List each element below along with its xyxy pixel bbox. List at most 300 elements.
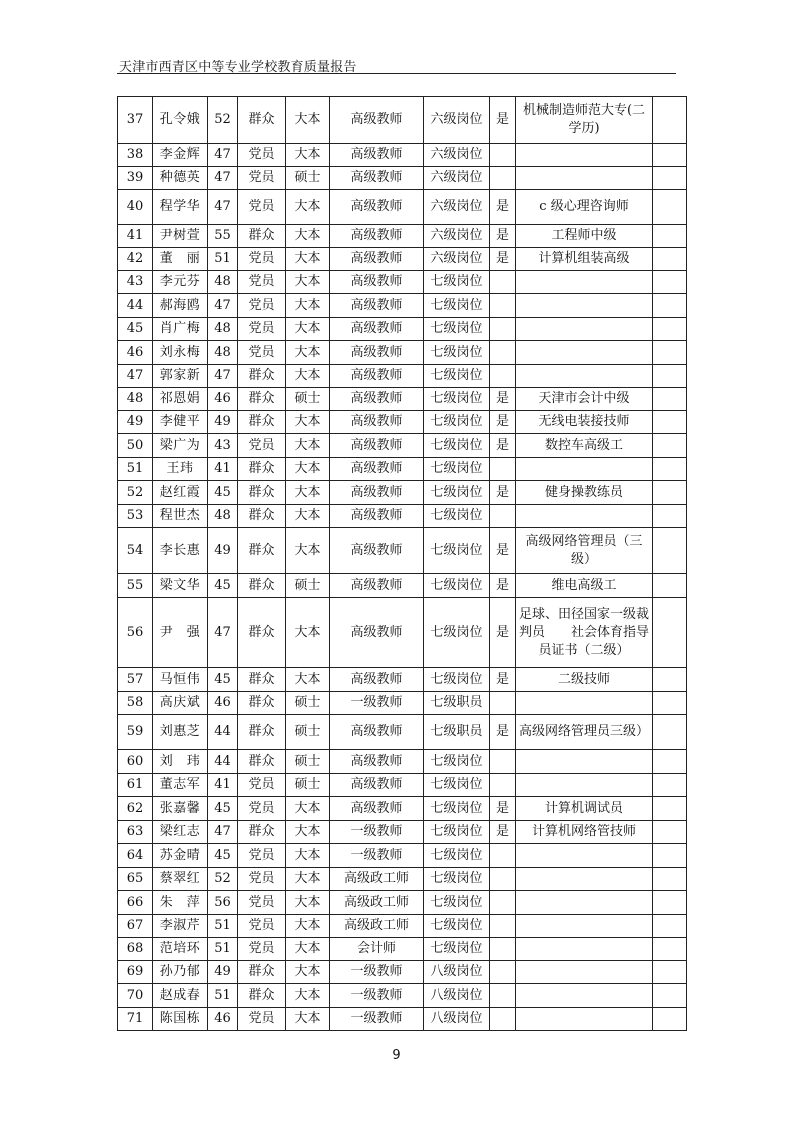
certificate-cell: [516, 750, 653, 774]
post-level-cell: 七级岗位: [424, 388, 490, 411]
empty-cell-cell: [653, 961, 687, 984]
has-certificate-cell: 是: [490, 598, 516, 668]
post-level-cell: 七级岗位: [424, 481, 490, 505]
staff-age-cell: 52: [208, 97, 238, 144]
table-row: [118, 984, 687, 1008]
post-level-cell: 七级岗位: [424, 750, 490, 774]
education-cell: 大本: [286, 598, 330, 668]
empty-cell-cell: [653, 692, 687, 715]
staff-age-cell: 45: [208, 574, 238, 598]
political-status-cell: 党员: [238, 167, 286, 190]
empty-cell-cell: [653, 528, 687, 574]
table-row: [118, 458, 687, 481]
row-number-cell: 48: [118, 388, 153, 411]
row-number-cell: 57: [118, 668, 153, 692]
post-level-cell: 七级岗位: [424, 574, 490, 598]
row-number-cell: 49: [118, 411, 153, 434]
table-row: [118, 388, 687, 411]
professional-title-cell: 高级政工师: [330, 868, 424, 891]
certificate-cell: [516, 167, 653, 190]
has-certificate-cell: 是: [490, 225, 516, 248]
staff-age-cell: 49: [208, 411, 238, 434]
certificate-cell: 高级网络管理员三级）: [516, 715, 653, 750]
post-level-cell: 七级岗位: [424, 797, 490, 821]
post-level-cell: 七级职员: [424, 692, 490, 715]
political-status-cell: 群众: [238, 750, 286, 774]
staff-name-cell: 程世杰: [153, 505, 208, 528]
professional-title-cell: 高级教师: [330, 365, 424, 388]
has-certificate-cell: 是: [490, 248, 516, 271]
table-row: [118, 961, 687, 984]
staff-name-cell: 尹 强: [153, 598, 208, 668]
row-number-cell: 59: [118, 715, 153, 750]
certificate-cell: 天津市会计中级: [516, 388, 653, 411]
empty-cell-cell: [653, 144, 687, 167]
table-row: [118, 821, 687, 844]
has-certificate-cell: 是: [490, 821, 516, 844]
table-row: [118, 318, 687, 341]
empty-cell-cell: [653, 434, 687, 458]
professional-title-cell: 高级教师: [330, 574, 424, 598]
has-certificate-cell: [490, 144, 516, 167]
post-level-cell: 六级岗位: [424, 190, 490, 225]
certificate-cell: [516, 1008, 653, 1031]
table-row: [118, 574, 687, 598]
certificate-cell: 足球、田径国家一级裁判员 社会体育指导员证书（二级）: [516, 598, 653, 668]
post-level-cell: 七级岗位: [424, 294, 490, 318]
staff-name-cell: 蔡翠红: [153, 868, 208, 891]
political-status-cell: 群众: [238, 458, 286, 481]
has-certificate-cell: [490, 750, 516, 774]
has-certificate-cell: [490, 318, 516, 341]
education-cell: 大本: [286, 318, 330, 341]
political-status-cell: 党员: [238, 434, 286, 458]
certificate-cell: c 级心理咨询师: [516, 190, 653, 225]
row-number-cell: 65: [118, 868, 153, 891]
professional-title-cell: 高级教师: [330, 458, 424, 481]
certificate-cell: 计算机网络管技师: [516, 821, 653, 844]
certificate-cell: [516, 891, 653, 915]
professional-title-cell: 高级教师: [330, 750, 424, 774]
table-row: [118, 505, 687, 528]
has-certificate-cell: 是: [490, 434, 516, 458]
staff-name-cell: 张嘉馨: [153, 797, 208, 821]
staff-age-cell: 47: [208, 821, 238, 844]
post-level-cell: 六级岗位: [424, 225, 490, 248]
certificate-cell: [516, 774, 653, 797]
staff-name-cell: 王玮: [153, 458, 208, 481]
table-row: [118, 797, 687, 821]
professional-title-cell: 高级教师: [330, 341, 424, 365]
has-certificate-cell: [490, 365, 516, 388]
staff-age-cell: 44: [208, 750, 238, 774]
political-status-cell: 党员: [238, 341, 286, 365]
table-row: [118, 248, 687, 271]
staff-age-cell: 46: [208, 692, 238, 715]
political-status-cell: 群众: [238, 505, 286, 528]
education-cell: 大本: [286, 505, 330, 528]
post-level-cell: 八级岗位: [424, 961, 490, 984]
staff-name-cell: 马恒伟: [153, 668, 208, 692]
row-number-cell: 61: [118, 774, 153, 797]
political-status-cell: 群众: [238, 692, 286, 715]
table-row: [118, 434, 687, 458]
staff-name-cell: 郭家新: [153, 365, 208, 388]
has-certificate-cell: [490, 692, 516, 715]
political-status-cell: 党员: [238, 797, 286, 821]
header-divider: [117, 73, 676, 74]
empty-cell-cell: [653, 1008, 687, 1031]
post-level-cell: 七级岗位: [424, 434, 490, 458]
education-cell: 大本: [286, 528, 330, 574]
political-status-cell: 群众: [238, 481, 286, 505]
has-certificate-cell: [490, 868, 516, 891]
staff-name-cell: 范培环: [153, 938, 208, 961]
row-number-cell: 46: [118, 341, 153, 365]
has-certificate-cell: [490, 961, 516, 984]
empty-cell-cell: [653, 365, 687, 388]
professional-title-cell: 一级教师: [330, 692, 424, 715]
education-cell: 大本: [286, 821, 330, 844]
political-status-cell: 群众: [238, 574, 286, 598]
political-status-cell: 党员: [238, 318, 286, 341]
empty-cell-cell: [653, 844, 687, 868]
empty-cell-cell: [653, 411, 687, 434]
report-header-title: 天津市西青区中等专业学校教育质量报告: [119, 60, 357, 75]
post-level-cell: 六级岗位: [424, 167, 490, 190]
staff-table-body: [118, 97, 687, 1031]
political-status-cell: 党员: [238, 190, 286, 225]
education-cell: 大本: [286, 868, 330, 891]
education-cell: 大本: [286, 97, 330, 144]
empty-cell-cell: [653, 891, 687, 915]
staff-age-cell: 51: [208, 984, 238, 1008]
staff-name-cell: 刘永梅: [153, 341, 208, 365]
education-cell: 硕士: [286, 774, 330, 797]
row-number-cell: 45: [118, 318, 153, 341]
professional-title-cell: 高级教师: [330, 505, 424, 528]
empty-cell-cell: [653, 225, 687, 248]
political-status-cell: 党员: [238, 891, 286, 915]
staff-name-cell: 朱 萍: [153, 891, 208, 915]
professional-title-cell: 一级教师: [330, 821, 424, 844]
table-row: [118, 528, 687, 574]
post-level-cell: 七级岗位: [424, 318, 490, 341]
table-row: [118, 411, 687, 434]
education-cell: 大本: [286, 797, 330, 821]
empty-cell-cell: [653, 938, 687, 961]
professional-title-cell: 高级教师: [330, 411, 424, 434]
political-status-cell: 群众: [238, 225, 286, 248]
row-number-cell: 54: [118, 528, 153, 574]
empty-cell-cell: [653, 797, 687, 821]
staff-age-cell: 46: [208, 388, 238, 411]
row-number-cell: 58: [118, 692, 153, 715]
certificate-cell: [516, 271, 653, 294]
certificate-cell: 健身操教练员: [516, 481, 653, 505]
education-cell: 大本: [286, 668, 330, 692]
post-level-cell: 七级岗位: [424, 365, 490, 388]
staff-age-cell: 52: [208, 868, 238, 891]
table-row: [118, 750, 687, 774]
staff-name-cell: 苏金晴: [153, 844, 208, 868]
has-certificate-cell: [490, 915, 516, 938]
political-status-cell: 群众: [238, 388, 286, 411]
row-number-cell: 56: [118, 598, 153, 668]
professional-title-cell: 一级教师: [330, 1008, 424, 1031]
education-cell: 大本: [286, 844, 330, 868]
row-number-cell: 42: [118, 248, 153, 271]
political-status-cell: 党员: [238, 294, 286, 318]
professional-title-cell: 高级教师: [330, 388, 424, 411]
political-status-cell: 党员: [238, 144, 286, 167]
staff-age-cell: 55: [208, 225, 238, 248]
staff-age-cell: 41: [208, 458, 238, 481]
has-certificate-cell: 是: [490, 388, 516, 411]
post-level-cell: 七级岗位: [424, 528, 490, 574]
empty-cell-cell: [653, 868, 687, 891]
professional-title-cell: 高级教师: [330, 318, 424, 341]
has-certificate-cell: 是: [490, 574, 516, 598]
education-cell: 大本: [286, 961, 330, 984]
staff-name-cell: 孙乃郁: [153, 961, 208, 984]
post-level-cell: 八级岗位: [424, 984, 490, 1008]
education-cell: 大本: [286, 915, 330, 938]
post-level-cell: 七级岗位: [424, 598, 490, 668]
political-status-cell: 群众: [238, 821, 286, 844]
has-certificate-cell: 是: [490, 797, 516, 821]
professional-title-cell: 高级教师: [330, 434, 424, 458]
political-status-cell: 群众: [238, 97, 286, 144]
staff-name-cell: 李金辉: [153, 144, 208, 167]
staff-age-cell: 47: [208, 144, 238, 167]
empty-cell-cell: [653, 915, 687, 938]
staff-age-cell: 48: [208, 341, 238, 365]
certificate-cell: [516, 961, 653, 984]
staff-age-cell: 43: [208, 434, 238, 458]
empty-cell-cell: [653, 294, 687, 318]
row-number-cell: 63: [118, 821, 153, 844]
empty-cell-cell: [653, 821, 687, 844]
has-certificate-cell: [490, 891, 516, 915]
staff-age-cell: 51: [208, 938, 238, 961]
row-number-cell: 66: [118, 891, 153, 915]
certificate-cell: [516, 294, 653, 318]
professional-title-cell: 一级教师: [330, 961, 424, 984]
row-number-cell: 40: [118, 190, 153, 225]
row-number-cell: 39: [118, 167, 153, 190]
education-cell: 硕士: [286, 388, 330, 411]
has-certificate-cell: [490, 984, 516, 1008]
certificate-cell: 工程师中级: [516, 225, 653, 248]
political-status-cell: 群众: [238, 715, 286, 750]
table-row: [118, 915, 687, 938]
staff-name-cell: 赵成春: [153, 984, 208, 1008]
has-certificate-cell: [490, 167, 516, 190]
education-cell: 硕士: [286, 750, 330, 774]
professional-title-cell: 高级教师: [330, 598, 424, 668]
education-cell: 大本: [286, 458, 330, 481]
post-level-cell: 七级岗位: [424, 774, 490, 797]
post-level-cell: 七级岗位: [424, 938, 490, 961]
has-certificate-cell: 是: [490, 668, 516, 692]
certificate-cell: 高级网络管理员（三级）: [516, 528, 653, 574]
row-number-cell: 38: [118, 144, 153, 167]
certificate-cell: [516, 144, 653, 167]
staff-name-cell: 董志军: [153, 774, 208, 797]
professional-title-cell: 高级教师: [330, 97, 424, 144]
staff-age-cell: 45: [208, 481, 238, 505]
staff-name-cell: 李长惠: [153, 528, 208, 574]
staff-age-cell: 47: [208, 365, 238, 388]
row-number-cell: 60: [118, 750, 153, 774]
certificate-cell: [516, 692, 653, 715]
political-status-cell: 党员: [238, 248, 286, 271]
has-certificate-cell: [490, 294, 516, 318]
empty-cell-cell: [653, 574, 687, 598]
certificate-cell: [516, 505, 653, 528]
row-number-cell: 71: [118, 1008, 153, 1031]
staff-name-cell: 程学华: [153, 190, 208, 225]
political-status-cell: 群众: [238, 528, 286, 574]
row-number-cell: 50: [118, 434, 153, 458]
table-row: [118, 97, 687, 144]
education-cell: 大本: [286, 294, 330, 318]
staff-name-cell: 尹树萱: [153, 225, 208, 248]
row-number-cell: 70: [118, 984, 153, 1008]
table-row: [118, 341, 687, 365]
post-level-cell: 八级岗位: [424, 1008, 490, 1031]
professional-title-cell: 高级教师: [330, 190, 424, 225]
staff-age-cell: 47: [208, 598, 238, 668]
table-row: [118, 844, 687, 868]
staff-age-cell: 48: [208, 271, 238, 294]
professional-title-cell: 高级政工师: [330, 891, 424, 915]
staff-age-cell: 48: [208, 318, 238, 341]
political-status-cell: 群众: [238, 668, 286, 692]
political-status-cell: 群众: [238, 984, 286, 1008]
staff-name-cell: 孔令娥: [153, 97, 208, 144]
empty-cell-cell: [653, 271, 687, 294]
certificate-cell: [516, 341, 653, 365]
certificate-cell: [516, 318, 653, 341]
professional-title-cell: 会计师: [330, 938, 424, 961]
staff-name-cell: 梁红志: [153, 821, 208, 844]
education-cell: 硕士: [286, 167, 330, 190]
professional-title-cell: 高级教师: [330, 248, 424, 271]
professional-title-cell: 高级教师: [330, 797, 424, 821]
education-cell: 大本: [286, 144, 330, 167]
row-number-cell: 41: [118, 225, 153, 248]
staff-age-cell: 46: [208, 1008, 238, 1031]
professional-title-cell: 高级教师: [330, 668, 424, 692]
education-cell: 大本: [286, 434, 330, 458]
empty-cell-cell: [653, 598, 687, 668]
table-row: [118, 938, 687, 961]
education-cell: 硕士: [286, 715, 330, 750]
staff-name-cell: 陈国栋: [153, 1008, 208, 1031]
staff-table: [117, 96, 687, 1031]
post-level-cell: 七级岗位: [424, 271, 490, 294]
professional-title-cell: 高级教师: [330, 528, 424, 574]
education-cell: 大本: [286, 271, 330, 294]
staff-age-cell: 48: [208, 505, 238, 528]
political-status-cell: 党员: [238, 844, 286, 868]
has-certificate-cell: [490, 938, 516, 961]
staff-age-cell: 47: [208, 167, 238, 190]
political-status-cell: 党员: [238, 868, 286, 891]
row-number-cell: 44: [118, 294, 153, 318]
row-number-cell: 43: [118, 271, 153, 294]
staff-age-cell: 51: [208, 248, 238, 271]
has-certificate-cell: [490, 1008, 516, 1031]
certificate-cell: [516, 915, 653, 938]
political-status-cell: 党员: [238, 938, 286, 961]
staff-name-cell: 种德英: [153, 167, 208, 190]
staff-age-cell: 49: [208, 961, 238, 984]
post-level-cell: 六级岗位: [424, 248, 490, 271]
education-cell: 大本: [286, 225, 330, 248]
staff-name-cell: 梁文华: [153, 574, 208, 598]
staff-name-cell: 郝海鸥: [153, 294, 208, 318]
table-row: [118, 190, 687, 225]
post-level-cell: 六级岗位: [424, 144, 490, 167]
education-cell: 大本: [286, 341, 330, 365]
staff-name-cell: 肖广梅: [153, 318, 208, 341]
table-row: [118, 294, 687, 318]
staff-name-cell: 刘 玮: [153, 750, 208, 774]
empty-cell-cell: [653, 388, 687, 411]
professional-title-cell: 高级教师: [330, 167, 424, 190]
staff-name-cell: 赵红霞: [153, 481, 208, 505]
staff-age-cell: 45: [208, 844, 238, 868]
empty-cell-cell: [653, 190, 687, 225]
education-cell: 大本: [286, 1008, 330, 1031]
page-number: 9: [392, 1048, 401, 1063]
education-cell: 大本: [286, 365, 330, 388]
has-certificate-cell: 是: [490, 411, 516, 434]
political-status-cell: 群众: [238, 365, 286, 388]
staff-age-cell: 51: [208, 915, 238, 938]
political-status-cell: 群众: [238, 598, 286, 668]
empty-cell-cell: [653, 505, 687, 528]
certificate-cell: 计算机调试员: [516, 797, 653, 821]
education-cell: 大本: [286, 190, 330, 225]
post-level-cell: 七级岗位: [424, 458, 490, 481]
row-number-cell: 51: [118, 458, 153, 481]
table-row: [118, 598, 687, 668]
staff-age-cell: 49: [208, 528, 238, 574]
certificate-cell: 机械制造师范大专(二学历): [516, 97, 653, 144]
post-level-cell: 七级岗位: [424, 341, 490, 365]
professional-title-cell: 高级政工师: [330, 915, 424, 938]
empty-cell-cell: [653, 458, 687, 481]
professional-title-cell: 高级教师: [330, 481, 424, 505]
row-number-cell: 55: [118, 574, 153, 598]
political-status-cell: 党员: [238, 915, 286, 938]
staff-age-cell: 45: [208, 797, 238, 821]
table-row: [118, 715, 687, 750]
row-number-cell: 68: [118, 938, 153, 961]
certificate-cell: 无线电装接技师: [516, 411, 653, 434]
table-row: [118, 365, 687, 388]
education-cell: 硕士: [286, 574, 330, 598]
empty-cell-cell: [653, 341, 687, 365]
row-number-cell: 62: [118, 797, 153, 821]
empty-cell-cell: [653, 167, 687, 190]
post-level-cell: 七级岗位: [424, 915, 490, 938]
empty-cell-cell: [653, 774, 687, 797]
